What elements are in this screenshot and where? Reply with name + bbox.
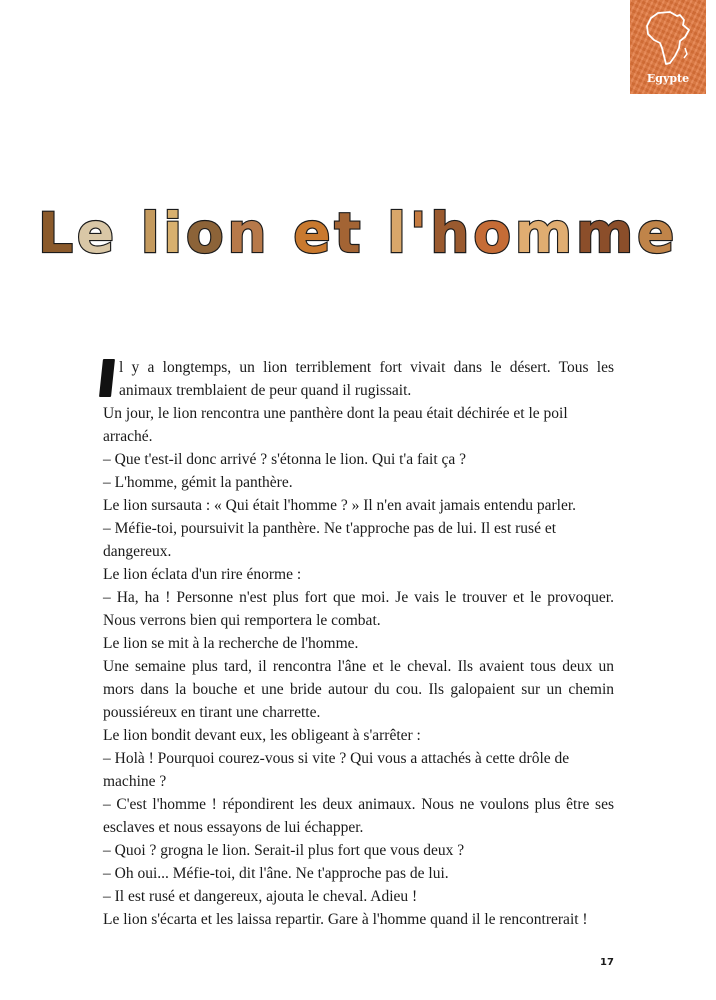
story-paragraph: Le lion bondit devant eux, les obligeant à s'arrêter : — [103, 727, 421, 744]
page-title-text: Le lion et l'homme — [37, 201, 679, 265]
story-paragraph: – Que t'est-il donc arrivé ? s'étonna le lion. Qui t'a fait ça ? — [103, 451, 467, 468]
story-paragraph: – L'homme, gémit la panthère. — [103, 474, 293, 491]
story-paragraph: – Il est rusé et dangereux, ajouta le cheval. Adieu ! — [103, 888, 418, 905]
page-title — [0, 190, 716, 270]
story-text — [103, 356, 614, 931]
story-paragraph: Le lion s'écarta et les laissa repartir. Gare à l'homme quand il le rencontrerait ! — [103, 911, 588, 928]
dropcap-letter — [99, 359, 115, 397]
story-paragraph: Un jour, le lion rencontra une panthère dont la peau était déchirée et le poil arraché. — [103, 405, 568, 445]
story-paragraph: Le lion se mit à la recherche de l'homme. — [103, 635, 359, 652]
africa-map-icon — [644, 10, 692, 68]
story-paragraph: Le lion sursauta : « Qui était l'homme ? » Il n'en avait jamais entendu parler. — [103, 497, 577, 514]
story-paragraph: – C'est l'homme ! répondirent les deux animaux. Nous ne voulons plus être ses esclaves et nous essayons de lui échapper. — [103, 796, 614, 836]
story-paragraph: – Méfie-toi, poursuivit la panthère. Ne t'approche pas de lui. Il est rusé et dangereux. — [103, 520, 557, 560]
page-number: 17 — [600, 957, 614, 968]
region-label: Egypte — [646, 72, 690, 85]
story-paragraph: – Oh oui... Méfie-toi, dit l'âne. Ne t'approche pas de lui. — [103, 865, 449, 882]
story-paragraph: – Holà ! Pourquoi courez-vous si vite ? Qui vous a attachés à cette drôle de machine ? — [103, 750, 570, 790]
region-tab — [630, 0, 706, 94]
story-paragraph: Le lion éclata d'un rire énorme : — [103, 566, 302, 583]
story-paragraph: – Ha, ha ! Personne n'est plus fort que moi. Je vais le trouver et le provoquer. Nous verrons bien qui remportera le combat. — [103, 589, 614, 629]
story-paragraph: – Quoi ? grogna le lion. Serait-il plus fort que vous deux ? — [103, 842, 465, 859]
story-paragraph: Une semaine plus tard, il rencontra l'âne et le cheval. Ils avaient tous deux un mors dans la bouche et une bride autour du cou. Ils galopaient sur un chemin poussiéreux en tirant une charrette. — [103, 658, 614, 721]
story-paragraph-1: l y a longtemps, un lion terriblement fort vivait dans le désert. Tous les animaux tremblaient de peur quand il rugissait. — [103, 356, 614, 402]
